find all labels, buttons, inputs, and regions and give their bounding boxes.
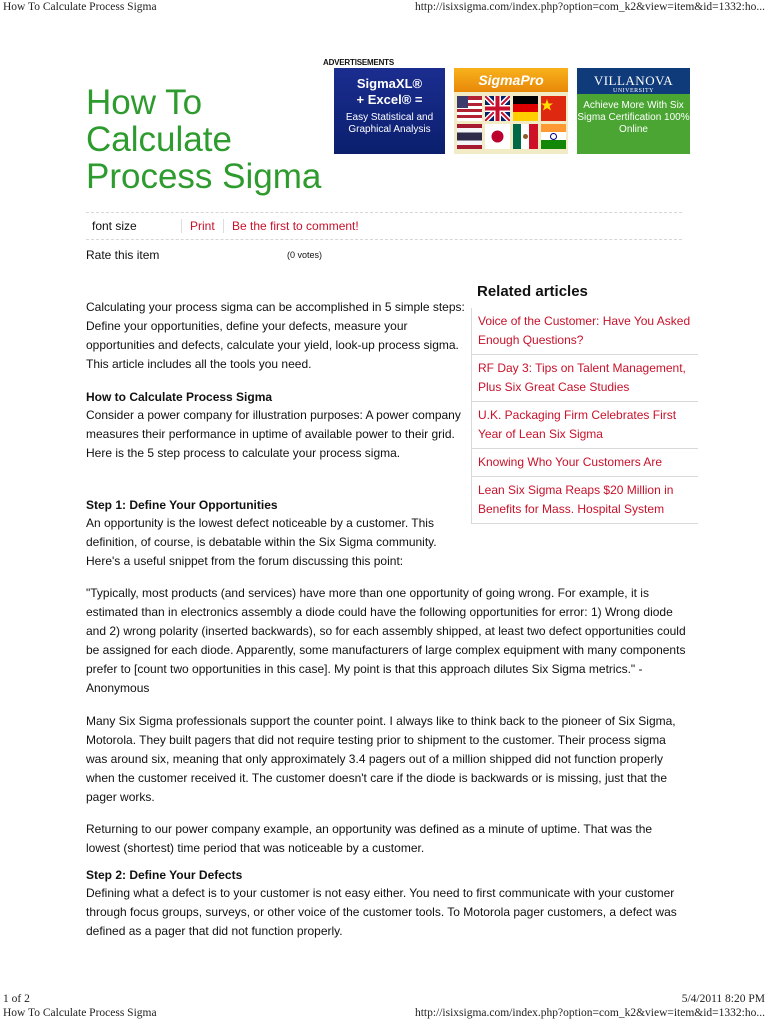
heading-step1: Step 1: Define Your Opportunities xyxy=(86,498,278,512)
page-number: 1 of 2 xyxy=(3,993,30,1005)
india-flag-icon xyxy=(541,124,566,149)
thailand-flag-icon xyxy=(457,124,482,149)
japan-flag-icon xyxy=(485,124,510,149)
print-header xyxy=(0,0,768,14)
sigmaxl-ad-line3: Easy Statistical and Graphical Analysis xyxy=(345,112,434,135)
print-header-url: http://isixsigma.com/index.php?option=com_k2&view=item&id=1332:ho... xyxy=(414,1,765,13)
villanova-ad-text: Achieve More With Six Sigma Certification 100% Online xyxy=(577,94,690,154)
sigmapro-ad[interactable] xyxy=(454,68,568,154)
step1-paragraph: An opportunity is the lowest defect noticeable by a customer. This definition, of course, is debatable within the Six Sigma community. Here's a useful snippet from the forum discussing this point: xyxy=(86,516,437,568)
print-link[interactable]: Print xyxy=(181,219,215,233)
returning-paragraph: Returning to our power company example, an opportunity was defined as a minute of uptime. That was the lowest (shortest) time period that was noticeable by a customer. xyxy=(86,822,653,855)
heading-step2: Step 2: Define Your Defects xyxy=(86,868,243,882)
villanova-sub: UNIVERSITY xyxy=(613,88,654,94)
print-footer-title: How To Calculate Process Sigma xyxy=(3,1007,157,1019)
mexico-flag-icon xyxy=(513,124,538,149)
sigmapro-logo: SigmaPro xyxy=(454,68,568,92)
step2-paragraph: Defining what a defect is to your customer is not easy either. You need to first communicate with your customer through focus groups, surveys, or other voice of the customer tools. To Motorola pager customers, a defect was defined as a pager that did not function properly. xyxy=(86,886,677,938)
related-article-link[interactable]: U.K. Packaging Firm Celebrates First Year of Lean Six Sigma xyxy=(471,402,698,449)
print-datetime: 5/4/2011 8:20 PM xyxy=(681,993,765,1005)
related-articles-heading: Related articles xyxy=(477,283,588,300)
related-article-link[interactable]: Knowing Who Your Customers Are xyxy=(471,449,698,477)
votes-count: (0 votes) xyxy=(287,250,323,260)
sigmaxl-ad-line1: SigmaXL® xyxy=(356,76,423,91)
related-article-link[interactable]: Lean Six Sigma Reaps $20 Million in Benefits for Mass. Hospital System xyxy=(471,477,698,524)
print-footer xyxy=(0,993,768,1023)
us-flag-icon xyxy=(457,96,482,121)
heading-how-to-calculate: How to Calculate Process Sigma xyxy=(86,390,273,404)
comment-link[interactable]: Be the first to comment! xyxy=(223,219,359,233)
villanova-name: VILLANOVA xyxy=(593,73,674,88)
germany-flag-icon xyxy=(513,96,538,121)
print-footer-url: http://isixsigma.com/index.php?option=com_k2&view=item&id=1332:ho... xyxy=(414,1007,765,1019)
many-paragraph: Many Six Sigma professionals support the counter point. I always like to think back to the pioneer of Six Sigma, Motorola. They built pagers that did not require testing prior to shipment to the customer. Their process sigma was around six, meaning that only approximately 3.4 pagers out of a million shipped did not function properly when the customer received it. The customer doesn't care if the diode is backwards or is missing, just that the pager works. xyxy=(86,714,676,804)
font-size-control[interactable]: font size xyxy=(92,219,137,233)
article-title: How To Calculate Process Sigma xyxy=(86,83,322,196)
sigmaxl-ad-line2: + Excel® = xyxy=(356,92,423,107)
rate-label: Rate this item xyxy=(86,248,160,262)
consider-paragraph: Consider a power company for illustration purposes: A power company measures their performance in uptime of available power to their grid. Here is the 5 step process to calculate your process sigma. xyxy=(86,408,461,460)
uk-flag-icon xyxy=(485,96,510,121)
related-article-link[interactable]: RF Day 3: Tips on Talent Management, Plus Six Great Case Studies xyxy=(471,355,698,402)
article-toolbar xyxy=(86,212,682,240)
print-header-title: How To Calculate Process Sigma xyxy=(3,1,157,13)
sigmaxl-ad[interactable] xyxy=(334,68,445,154)
related-articles xyxy=(471,283,698,524)
villanova-ad[interactable] xyxy=(577,68,690,154)
related-article-link[interactable]: Voice of the Customer: Have You Asked Enough Questions? xyxy=(471,308,698,355)
advertisements-label: ADVERTISEMENTS xyxy=(323,58,394,67)
china-flag-icon xyxy=(541,96,566,121)
intro-paragraph: Calculating your process sigma can be accomplished in 5 simple steps: Define your opportunities, define your defects, measure your opportunities and defects, calculate your yield, look-up process sigma. This article includes all the tools you need. xyxy=(86,300,465,371)
quote-paragraph: "Typically, most products (and services) have more than one opportunity of going wrong. For example, it is estimated than in electronics assembly a diode could have the following opportunities for error: 1) Wrong diode and 2) wrong polarity (inserted backwards), so for each assembly shipped, at least two defect opportunities could be assigned for each diode. Apparently, some manufacturers of large complex equipment with many components prefer to [count two opportunities in this case]. My point is that this approach dilutes Six Sigma metrics." -Anonymous xyxy=(86,586,686,695)
